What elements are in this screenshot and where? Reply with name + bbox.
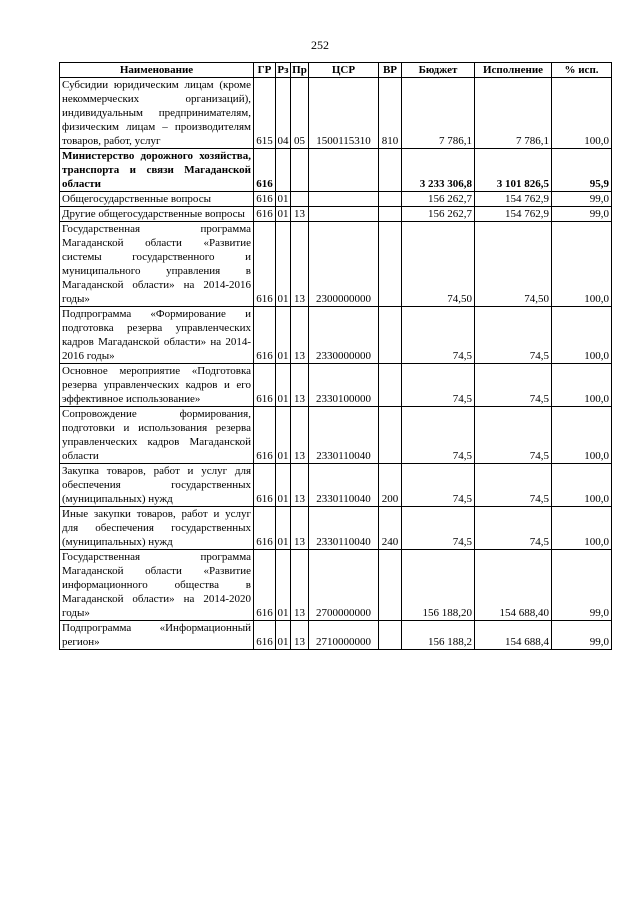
cell-percent: 100,0 <box>552 464 612 507</box>
cell-gr: 616 <box>254 507 276 550</box>
cell-gr: 616 <box>254 307 276 364</box>
cell-pr: 13 <box>291 550 309 621</box>
cell-csr: 2330000000 <box>309 307 379 364</box>
cell-execution: 154 762,9 <box>475 192 552 207</box>
cell-budget: 74,5 <box>402 407 475 464</box>
cell-name: Подпрограмма «Информационный регион» <box>60 621 254 650</box>
cell-execution: 7 786,1 <box>475 78 552 149</box>
cell-gr: 616 <box>254 407 276 464</box>
cell-execution: 154 688,40 <box>475 550 552 621</box>
cell-csr <box>309 207 379 222</box>
header-rz: Рз <box>277 64 289 76</box>
cell-vr <box>379 550 402 621</box>
cell-csr: 1500115310 <box>309 78 379 149</box>
header-name: Наименование <box>60 63 254 78</box>
cell-csr: 2330110040 <box>309 407 379 464</box>
cell-percent: 100,0 <box>552 222 612 307</box>
table-row <box>60 621 612 650</box>
cell-name: Другие общегосударственные вопросы <box>60 207 254 222</box>
table-row <box>60 550 612 621</box>
cell-gr: 616 <box>254 207 276 222</box>
page-number: 252 <box>311 38 329 52</box>
cell-name: Иные закупки товаров, работ и услуг для обеспечения государственных (муниципальных) нужд <box>60 507 254 550</box>
table-body <box>60 78 612 650</box>
cell-vr <box>379 407 402 464</box>
cell-name: Государственная программа Магаданской области «Развитие системы государственного и муниципального управления в Магаданской области» на 2014-2016 годы» <box>60 222 254 307</box>
cell-budget: 7 786,1 <box>402 78 475 149</box>
cell-rz: 01 <box>276 464 291 507</box>
cell-vr: 200 <box>379 464 402 507</box>
cell-vr: 810 <box>379 78 402 149</box>
cell-csr: 2330110040 <box>309 507 379 550</box>
cell-name: Министерство дорожного хозяйства, транспорта и связи Магаданской области <box>60 149 254 192</box>
cell-rz: 01 <box>277 208 289 220</box>
cell-rz: 01 <box>276 364 291 407</box>
cell-gr: 616 <box>254 192 276 207</box>
cell-pr: 13 <box>291 621 309 650</box>
cell-execution: 3 101 826,5 <box>475 149 552 192</box>
cell-vr <box>379 621 402 650</box>
cell-rz: 04 <box>276 78 291 149</box>
cell-budget: 74,5 <box>402 307 475 364</box>
cell-percent: 99,0 <box>552 621 612 650</box>
cell-csr: 2300000000 <box>309 222 379 307</box>
table-row <box>60 149 612 192</box>
table-row <box>60 507 612 550</box>
cell-execution: 74,50 <box>475 222 552 307</box>
cell-pr: 05 <box>291 78 309 149</box>
cell-pr: 13 <box>291 207 309 222</box>
header-budget: Бюджет <box>402 63 475 78</box>
cell-vr <box>379 207 402 222</box>
cell-csr <box>309 192 379 207</box>
cell-vr <box>379 222 402 307</box>
cell-budget: 74,5 <box>402 507 475 550</box>
cell-execution: 74,5 <box>475 364 552 407</box>
cell-pr: 13 <box>291 222 309 307</box>
cell-pr <box>291 192 309 207</box>
cell-pr: 13 <box>291 464 309 507</box>
cell-execution: 74,5 <box>475 307 552 364</box>
table-header-row <box>60 63 612 78</box>
budget-table <box>59 62 612 650</box>
cell-vr <box>379 307 402 364</box>
cell-pr: 13 <box>291 507 309 550</box>
cell-pr: 13 <box>291 407 309 464</box>
cell-percent: 100,0 <box>552 507 612 550</box>
cell-percent: 100,0 <box>552 364 612 407</box>
cell-rz: 01 <box>276 507 291 550</box>
cell-csr: 2330100000 <box>309 364 379 407</box>
cell-vr: 240 <box>379 507 402 550</box>
cell-pr <box>291 149 309 192</box>
cell-vr <box>379 192 402 207</box>
cell-name: Общегосударственные вопросы <box>60 192 254 207</box>
cell-budget: 3 233 306,8 <box>402 149 475 192</box>
cell-vr <box>379 149 402 192</box>
table-row <box>60 364 612 407</box>
cell-name: Государственная программа Магаданской области «Развитие информационного общества в Магаданской области» на 2014-2020 годы» <box>60 550 254 621</box>
cell-name: Сопровождение формирования, подготовки и использования резерва управленческих кадров Магаданской области <box>60 407 254 464</box>
cell-rz: 01 <box>276 407 291 464</box>
header-pr: Пр <box>292 64 307 76</box>
cell-csr: 2330110040 <box>309 464 379 507</box>
cell-gr: 616 <box>254 149 276 192</box>
cell-rz: 01 <box>277 193 289 205</box>
cell-budget: 156 262,7 <box>402 207 475 222</box>
table-row <box>60 78 612 149</box>
cell-gr: 616 <box>254 550 276 621</box>
cell-pr: 13 <box>291 364 309 407</box>
header-execution: Исполнение <box>475 63 552 78</box>
table-row <box>60 222 612 307</box>
cell-gr: 616 <box>254 222 276 307</box>
header-csr: ЦСР <box>309 63 379 78</box>
cell-percent: 100,0 <box>552 307 612 364</box>
cell-csr <box>309 149 379 192</box>
cell-csr: 2710000000 <box>309 621 379 650</box>
cell-csr: 2700000000 <box>309 550 379 621</box>
header-gr: ГР <box>254 63 276 78</box>
header-percent: % исп. <box>552 63 612 78</box>
cell-gr: 616 <box>254 621 276 650</box>
table-row <box>60 192 612 207</box>
cell-budget: 156 188,2 <box>402 621 475 650</box>
cell-rz: 01 <box>276 222 291 307</box>
cell-rz <box>276 149 291 192</box>
cell-budget: 156 188,20 <box>402 550 475 621</box>
cell-percent: 95,9 <box>552 149 612 192</box>
table-row <box>60 407 612 464</box>
cell-percent: 100,0 <box>552 407 612 464</box>
cell-percent: 100,0 <box>552 78 612 149</box>
cell-percent: 99,0 <box>552 207 612 222</box>
cell-execution: 74,5 <box>475 464 552 507</box>
cell-rz: 01 <box>276 621 291 650</box>
cell-name: Подпрограмма «Формирование и подготовка резерва управленческих кадров Магаданской области» на 2014-2016 годы» <box>60 307 254 364</box>
cell-budget: 156 262,7 <box>402 192 475 207</box>
table-row <box>60 464 612 507</box>
header-vr: ВР <box>379 63 402 78</box>
cell-budget: 74,5 <box>402 364 475 407</box>
cell-name: Закупка товаров, работ и услуг для обеспечения государственных (муниципальных) нужд <box>60 464 254 507</box>
cell-name: Субсидии юридическим лицам (кроме некоммерческих организаций), индивидуальным предпринимателям, физическим лицам – производителям товаров, работ, услуг <box>60 78 254 149</box>
cell-name: Основное мероприятие «Подготовка резерва управленческих кадров и его эффективное использование» <box>60 364 254 407</box>
cell-execution: 74,5 <box>475 507 552 550</box>
cell-gr: 616 <box>254 464 276 507</box>
table-row <box>60 307 612 364</box>
cell-rz: 01 <box>276 550 291 621</box>
cell-percent: 99,0 <box>552 192 612 207</box>
cell-budget: 74,50 <box>402 222 475 307</box>
cell-gr: 615 <box>254 78 276 149</box>
cell-execution: 154 688,4 <box>475 621 552 650</box>
cell-vr <box>379 364 402 407</box>
cell-execution: 154 762,9 <box>475 207 552 222</box>
cell-execution: 74,5 <box>475 407 552 464</box>
table-row <box>60 207 612 222</box>
cell-gr: 616 <box>254 364 276 407</box>
cell-percent: 99,0 <box>552 550 612 621</box>
cell-rz: 01 <box>276 307 291 364</box>
cell-pr: 13 <box>291 307 309 364</box>
cell-budget: 74,5 <box>402 464 475 507</box>
